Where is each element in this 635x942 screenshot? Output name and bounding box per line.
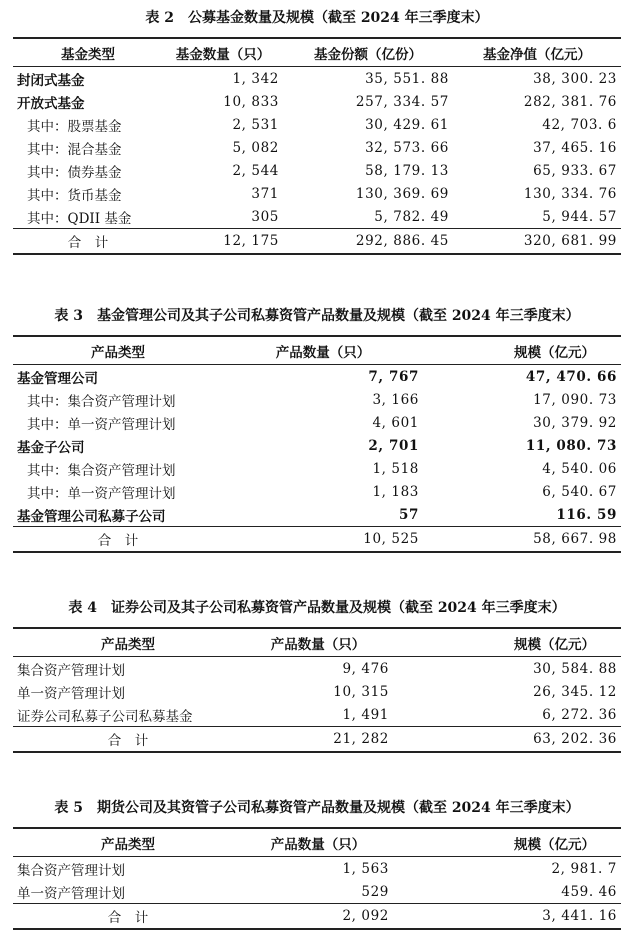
row-count: 529	[361, 883, 389, 900]
row-scale: 26, 345. 12	[533, 683, 617, 700]
public-fund-table	[13, 37, 621, 255]
table-row	[13, 136, 621, 159]
row-scale: 30, 379. 92	[533, 414, 617, 431]
col-header-scale: 规模（亿元）	[514, 836, 595, 853]
row-scale: 11, 080. 73	[525, 437, 617, 454]
table-header-row	[13, 628, 621, 657]
row-label: 其中：股票基金	[27, 118, 122, 135]
table-2-section	[13, 8, 621, 255]
fund-company-private-table	[13, 335, 621, 553]
col-header-fund-type: 基金类型	[61, 46, 115, 63]
row-label: 其中：集合资产管理计划	[27, 462, 176, 479]
row-scale: 17, 090. 73	[533, 391, 617, 408]
total-row	[13, 527, 621, 553]
row-label: 单一资产管理计划	[17, 885, 125, 902]
securities-company-private-table	[13, 627, 621, 753]
row-count: 10, 833	[223, 93, 279, 110]
table-4-section	[13, 598, 621, 753]
row-count: 57	[399, 506, 419, 523]
total-row	[13, 229, 621, 255]
total-scale: 3, 441. 16	[542, 908, 617, 924]
total-shares: 292, 886. 45	[355, 233, 449, 249]
table-row	[13, 680, 621, 703]
row-nav: 65, 933. 67	[533, 162, 617, 179]
table-row	[13, 434, 621, 457]
row-label: 基金管理公司	[17, 370, 98, 387]
row-scale: 6, 272. 36	[542, 706, 617, 723]
table-row	[13, 113, 621, 136]
row-scale: 6, 540. 67	[542, 483, 617, 500]
col-header-product-type: 产品类型	[101, 836, 155, 853]
row-shares: 30, 429. 61	[365, 116, 449, 133]
table-row	[13, 205, 621, 229]
row-label: 基金子公司	[17, 439, 85, 456]
row-label: 集合资产管理计划	[17, 662, 125, 679]
row-scale: 459. 46	[561, 883, 617, 900]
table-row	[13, 90, 621, 113]
row-label: 其中：单一资产管理计划	[27, 416, 176, 433]
table-row	[13, 703, 621, 727]
row-nav: 282, 381. 76	[523, 93, 617, 110]
col-header-scale: 规模（亿元）	[514, 344, 595, 361]
table-row	[13, 159, 621, 182]
row-count: 1, 563	[342, 860, 389, 877]
row-scale: 116. 59	[556, 506, 617, 523]
row-shares: 130, 369. 69	[355, 185, 449, 202]
row-label: 其中：单一资产管理计划	[27, 485, 176, 502]
total-label: 合 计	[97, 533, 139, 549]
row-nav: 38, 300. 23	[533, 70, 617, 87]
col-header-product-count: 产品数量（只）	[275, 344, 371, 361]
row-count: 1, 491	[342, 706, 389, 723]
total-row	[13, 904, 621, 930]
row-label: 其中：集合资产管理计划	[27, 393, 176, 410]
col-header-fund-nav: 基金净值（亿元）	[483, 46, 591, 63]
row-count: 7, 767	[368, 368, 419, 385]
total-label: 合 计	[67, 235, 109, 251]
row-shares: 5, 782. 49	[374, 208, 449, 225]
row-count: 305	[251, 208, 279, 225]
row-count: 3, 166	[372, 391, 419, 408]
row-label: 封闭式基金	[17, 72, 85, 89]
table-row	[13, 503, 621, 527]
row-label: 其中：债券基金	[27, 164, 122, 181]
table-row	[13, 182, 621, 205]
total-row	[13, 727, 621, 753]
total-label: 合 计	[107, 733, 149, 749]
total-label: 合 计	[107, 910, 149, 926]
col-header-product-count: 产品数量（只）	[270, 636, 366, 653]
row-scale: 4, 540. 06	[542, 460, 617, 477]
row-nav: 5, 944. 57	[542, 208, 617, 225]
table-4-title: 表 4 证券公司及其子公司私募资管产品数量及规模（截至 2024 年三季度末）	[68, 600, 566, 616]
row-scale: 47, 470. 66	[525, 368, 617, 385]
table-row	[13, 857, 621, 881]
row-nav: 37, 465. 16	[533, 139, 617, 156]
row-count: 5, 082	[232, 139, 279, 156]
table-5-title: 表 5 期货公司及其资管子公司私募资管产品数量及规模（截至 2024 年三季度末）	[54, 800, 580, 816]
row-shares: 32, 573. 66	[365, 139, 449, 156]
table-header-row	[13, 336, 621, 365]
row-shares: 257, 334. 57	[355, 93, 449, 110]
total-nav: 320, 681. 99	[523, 233, 617, 249]
total-scale: 63, 202. 36	[533, 731, 617, 747]
table-row	[13, 411, 621, 434]
table-row	[13, 457, 621, 480]
table-5-section	[13, 798, 621, 930]
table-row	[13, 365, 621, 389]
row-nav: 130, 334. 76	[523, 185, 617, 202]
total-scale: 58, 667. 98	[533, 531, 617, 547]
table-row	[13, 388, 621, 411]
table-row	[13, 480, 621, 503]
total-count: 21, 282	[333, 731, 389, 747]
row-label: 单一资产管理计划	[17, 685, 125, 702]
col-header-scale: 规模（亿元）	[514, 636, 595, 653]
row-label: 基金管理公司私募子公司	[17, 508, 166, 525]
row-shares: 35, 551. 88	[365, 70, 449, 87]
row-label: 集合资产管理计划	[17, 862, 125, 879]
table-2-title: 表 2 公募基金数量及规模（截至 2024 年三季度末）	[145, 10, 489, 26]
row-count: 9, 476	[342, 660, 389, 677]
table-3-section	[13, 306, 621, 553]
row-count: 1, 342	[232, 70, 279, 87]
col-header-product-count: 产品数量（只）	[270, 836, 366, 853]
table-header-row	[13, 828, 621, 857]
row-label: 其中：货币基金	[27, 187, 122, 204]
row-count: 371	[251, 185, 279, 202]
row-count: 2, 701	[368, 437, 419, 454]
table-row	[13, 67, 621, 91]
col-header-fund-shares: 基金份额（亿份）	[314, 46, 422, 63]
row-label: 其中：QDII 基金	[27, 210, 132, 227]
row-count: 1, 183	[372, 483, 419, 500]
col-header-fund-count: 基金数量（只）	[175, 46, 271, 63]
row-scale: 2, 981. 7	[551, 860, 617, 877]
table-row	[13, 657, 621, 681]
total-count: 2, 092	[342, 908, 389, 924]
row-scale: 30, 584. 88	[533, 660, 617, 677]
total-count: 10, 525	[363, 531, 419, 547]
row-label: 其中：混合基金	[27, 141, 122, 158]
row-label: 开放式基金	[17, 95, 85, 112]
col-header-product-type: 产品类型	[101, 636, 155, 653]
row-nav: 42, 703. 6	[542, 116, 617, 133]
total-count: 12, 175	[223, 233, 279, 249]
table-header-row	[13, 38, 621, 67]
row-label: 证券公司私募子公司私募基金	[17, 708, 193, 725]
row-count: 2, 531	[232, 116, 279, 133]
row-shares: 58, 179. 13	[365, 162, 449, 179]
table-3-title: 表 3 基金管理公司及其子公司私募资管产品数量及规模（截至 2024 年三季度末）	[54, 308, 580, 324]
col-header-product-type: 产品类型	[91, 344, 145, 361]
row-count: 2, 544	[232, 162, 279, 179]
row-count: 10, 315	[333, 683, 389, 700]
table-row	[13, 880, 621, 904]
futures-company-private-table	[13, 827, 621, 930]
row-count: 4, 601	[372, 414, 419, 431]
row-count: 1, 518	[372, 460, 419, 477]
